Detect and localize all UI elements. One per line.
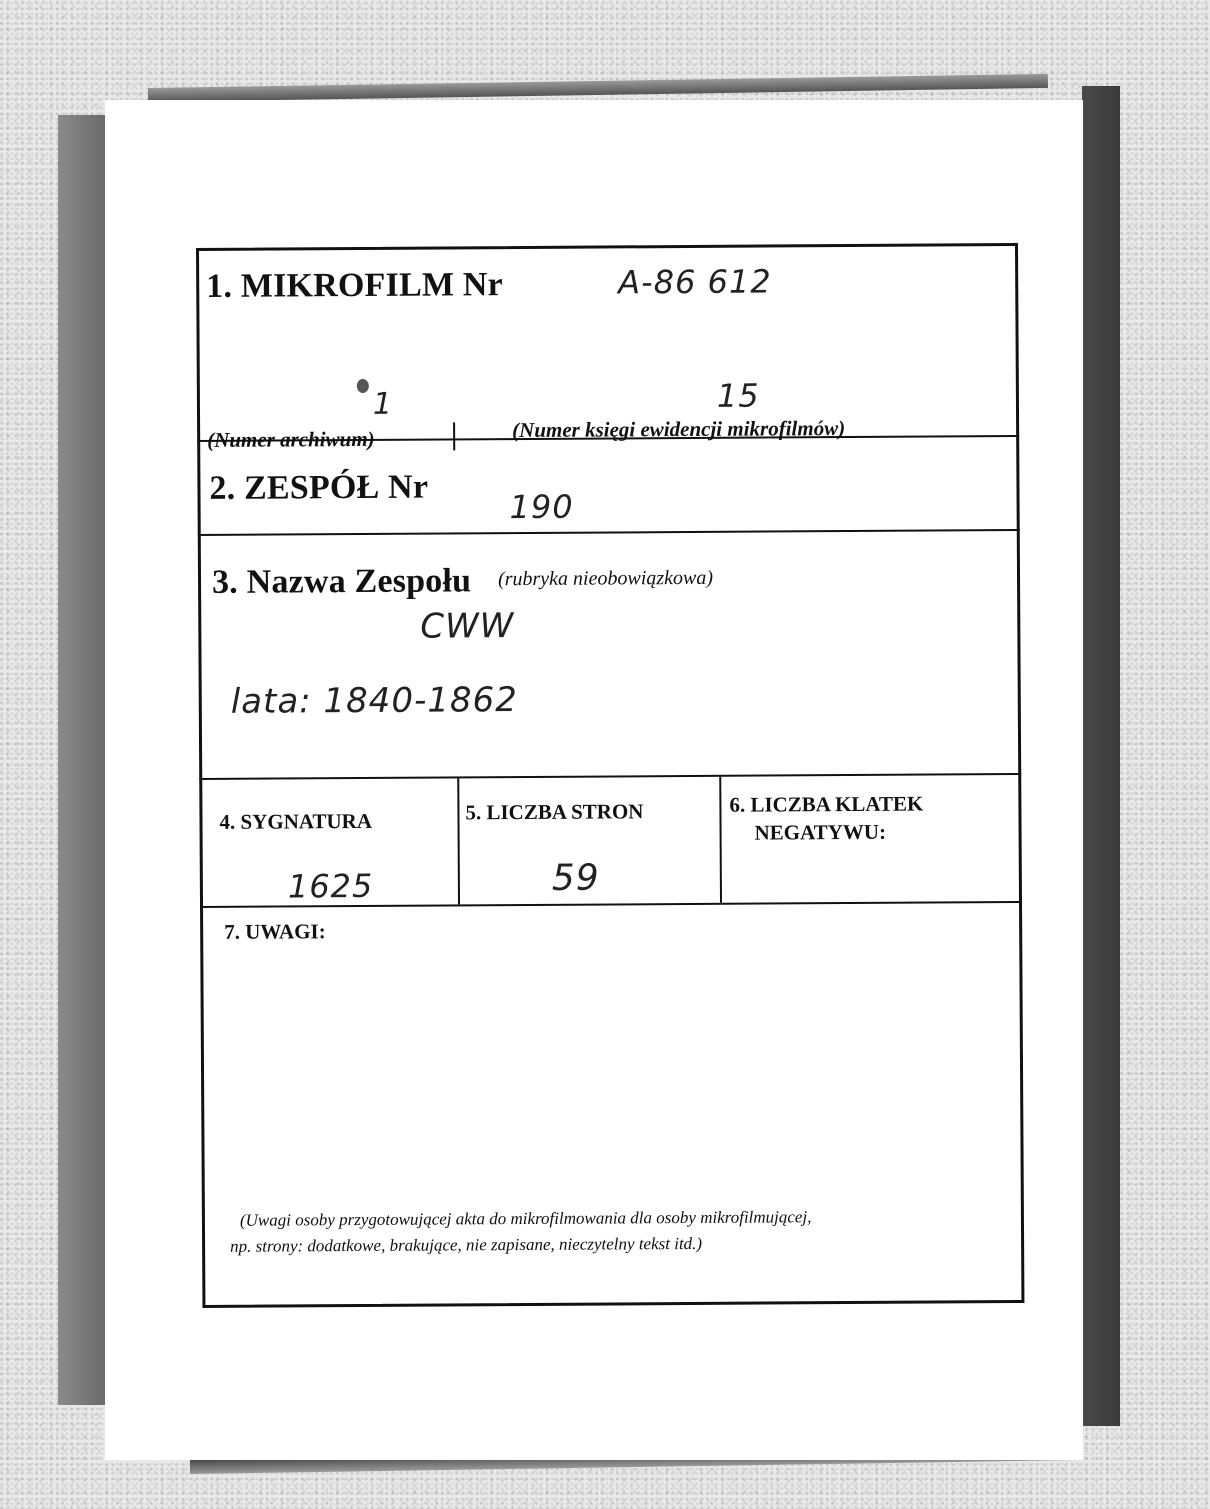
section-counts [199, 775, 1022, 908]
signature-value: 1625 [287, 866, 374, 906]
remarks-note-line1: (Uwagi osoby przygotowującej akta do mikrofilmowania dla osoby mikrofilmującej, [239, 1207, 812, 1230]
section-microfilm [196, 243, 1019, 452]
column-divider [719, 777, 722, 903]
remarks-label: 7. UWAGI: [224, 919, 326, 944]
ink-blot [357, 379, 369, 393]
archive-number-value: 1 [372, 386, 394, 422]
register-number-value: 15 [716, 376, 760, 415]
scan-shadow-left [58, 115, 106, 1405]
section-remarks [200, 903, 1024, 1308]
section-fonds [197, 437, 1020, 536]
fonds-number: 190 [509, 487, 574, 527]
fonds-name-label: 3. Nazwa Zespołu [211, 562, 472, 601]
negative-frames-label-line1: 6. LICZBA KLATEK [729, 791, 924, 817]
page-count-label: 5. LICZBA STRON [465, 799, 644, 825]
page-count-value: 59 [551, 857, 600, 899]
fonds-label: 2. ZESPÓŁ Nr [209, 468, 429, 507]
scan-shadow-right [1082, 86, 1120, 1426]
fonds-name-value: CWW [420, 606, 515, 647]
section-fonds-name [198, 531, 1021, 780]
column-divider [457, 778, 460, 904]
microfilm-number: A-86 612 [618, 262, 772, 302]
microfilm-card [196, 243, 1024, 1308]
microfilm-label: 1. MIKROFILM Nr [206, 266, 504, 305]
scan-shadow-top [148, 74, 1048, 102]
fonds-name-optional-note: (rubryka nieobowiązkowa) [497, 566, 714, 591]
negative-frames-label-line2: NEGATYWU: [754, 819, 887, 845]
archive-number-label: (Numer archiwum) [207, 426, 375, 452]
remarks-note-line2: np. strony: dodatkowe, brakujące, nie zapisane, nieczytelny tekst itd.) [230, 1233, 703, 1256]
fonds-years-value: lata: 1840-1862 [230, 680, 518, 722]
register-number-label: (Numer księgi ewidencji mikrofilmów) [512, 416, 846, 443]
signature-label: 4. SYGNATURA [219, 808, 373, 834]
